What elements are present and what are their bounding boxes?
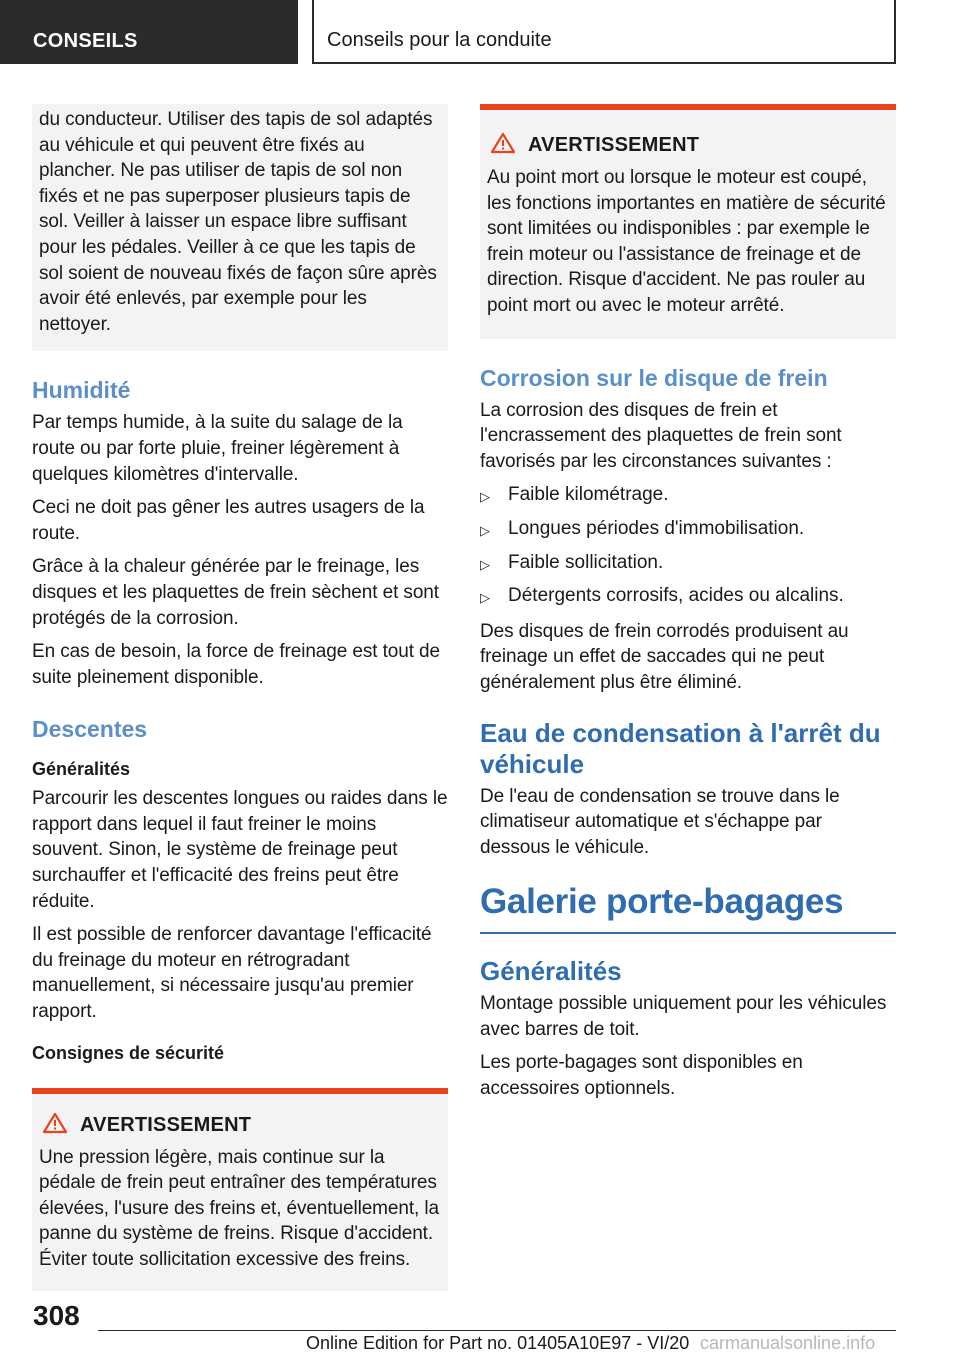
footer-rule [98, 1330, 896, 1331]
warning-text: Une pression légère, mais continue sur la pédale de frein peut entraîner des températures élevées, l'usure des freins et, éventuellement, la panne du système de freins. Risque d'accident. Éviter toute sollicitation excessive des freins. [39, 1146, 439, 1270]
heading-descentes: Descentes [32, 716, 148, 743]
corrosion-p2: Des disques de frein corrodés produisent au freinage un effet de saccades qui ne peut généralement plus être éliminé. [480, 620, 849, 693]
warning-box-neutral [480, 104, 896, 339]
heading-condensation: Eau de condensation à l'arrêt du véhicule [480, 717, 881, 779]
left-column [32, 104, 448, 1291]
warning-box-brakes [32, 1088, 448, 1291]
page-header-title: Conseils pour la conduite [312, 0, 896, 64]
section-tab: CONSEILS [0, 0, 298, 64]
condensation-p1: De l'eau de condensation se trouve dans le climatiseur automatique et s'échappe par dessous le véhicule. [480, 785, 840, 858]
page-number: 308 [33, 1300, 80, 1331]
list-item: ▷ Faible sollicitation. [480, 550, 896, 578]
triangle-bullet-icon: ▷ [480, 522, 490, 538]
galerie-p2: Les porte-bagages sont disponibles en accessoires optionnels. [480, 1052, 803, 1100]
subheading-consignes: Consignes de sécurité [32, 1042, 225, 1063]
warning-triangle-icon [42, 1112, 68, 1139]
list-item: ▷ Longues périodes d'immobilisation. [480, 516, 896, 544]
watermark: carmanualsonline.info [700, 1333, 876, 1353]
heading-humidite: Humidité [32, 377, 131, 404]
descentes-p1: Parcourir les descentes longues ou raides dans le rapport dans lequel il faut freiner le moins souvent. Sinon, le système de freinage peut surchauffer et l'efficacité des freins peut être réduite. [32, 788, 448, 912]
footer-edition: Online Edition for Part no. 01405A10E97 - VI/20 [306, 1333, 690, 1353]
warning-text: Au point mort ou lorsque le moteur est coupé, les fonctions importantes en matière de sécurité sont limitées ou indisponibles : par exemple le frein moteur ou l'assistance de freinage et de direction. Risque d'accident. Ne pas rouler au point mort ou avec le moteur arrêté. [487, 167, 886, 316]
humidite-p2: Ceci ne doit pas gêner les autres usagers de la route. [32, 497, 425, 544]
humidite-p3: Grâce à la chaleur générée par le freinage, les disques et les plaquettes de frein sèchent et sont protégés de la corrosion. [32, 556, 439, 629]
corrosion-list [480, 482, 896, 610]
warning-title: AVERTISSEMENT [80, 1113, 252, 1136]
descentes-p2: Il est possible de renforcer davantage l'efficacité du freinage du moteur en rétrogradant manuellement, si nécessaire jusqu'au premier rapport. [32, 924, 432, 1023]
intro-text: du conducteur. Utiliser des tapis de sol adaptés au véhicule et qui peuvent être fixés au plancher. Ne pas utiliser de tapis de sol non fixés et ne pas superposer plusieurs tapis de sol. Veiller à laisser un espace libre suffisant pour les pédales. Veiller à ce que les tapis de sol soient de nouveau fixés de façon sûre après avoir été enlevés, par exemple pour les nettoyer. [39, 109, 437, 335]
triangle-bullet-icon: ▷ [480, 489, 490, 505]
warning-title: AVERTISSEMENT [528, 134, 700, 156]
triangle-bullet-icon: ▷ [480, 556, 490, 572]
list-item: ▷ Faible kilométrage. [480, 482, 896, 510]
heading-corrosion: Corrosion sur le disque de frein [480, 364, 828, 391]
intro-box [32, 104, 448, 351]
humidite-p1: Par temps humide, à la suite du salage de la route ou par forte pluie, freiner légèrement à quelques kilomètres d'intervalle. [32, 412, 403, 485]
warning-triangle-icon [490, 132, 516, 159]
corrosion-p1: La corrosion des disques de frein et l'encrassement des plaquettes de frein sont favorisés par les circonstances suivantes : [480, 399, 842, 472]
subheading-generalites: Généralités [32, 759, 131, 780]
humidite-p4: En cas de besoin, la force de freinage est tout de suite pleinement disponible. [32, 641, 440, 688]
heading-galerie: Galerie porte-bagages [480, 882, 896, 934]
right-column [480, 104, 896, 1110]
list-item: ▷ Détergents corrosifs, acides ou alcalins. [480, 583, 896, 611]
subheading-galerie-generalites: Généralités [480, 956, 622, 987]
triangle-bullet-icon: ▷ [480, 590, 490, 606]
galerie-p1: Montage possible uniquement pour les véhicules avec barres de toit. [480, 993, 887, 1040]
